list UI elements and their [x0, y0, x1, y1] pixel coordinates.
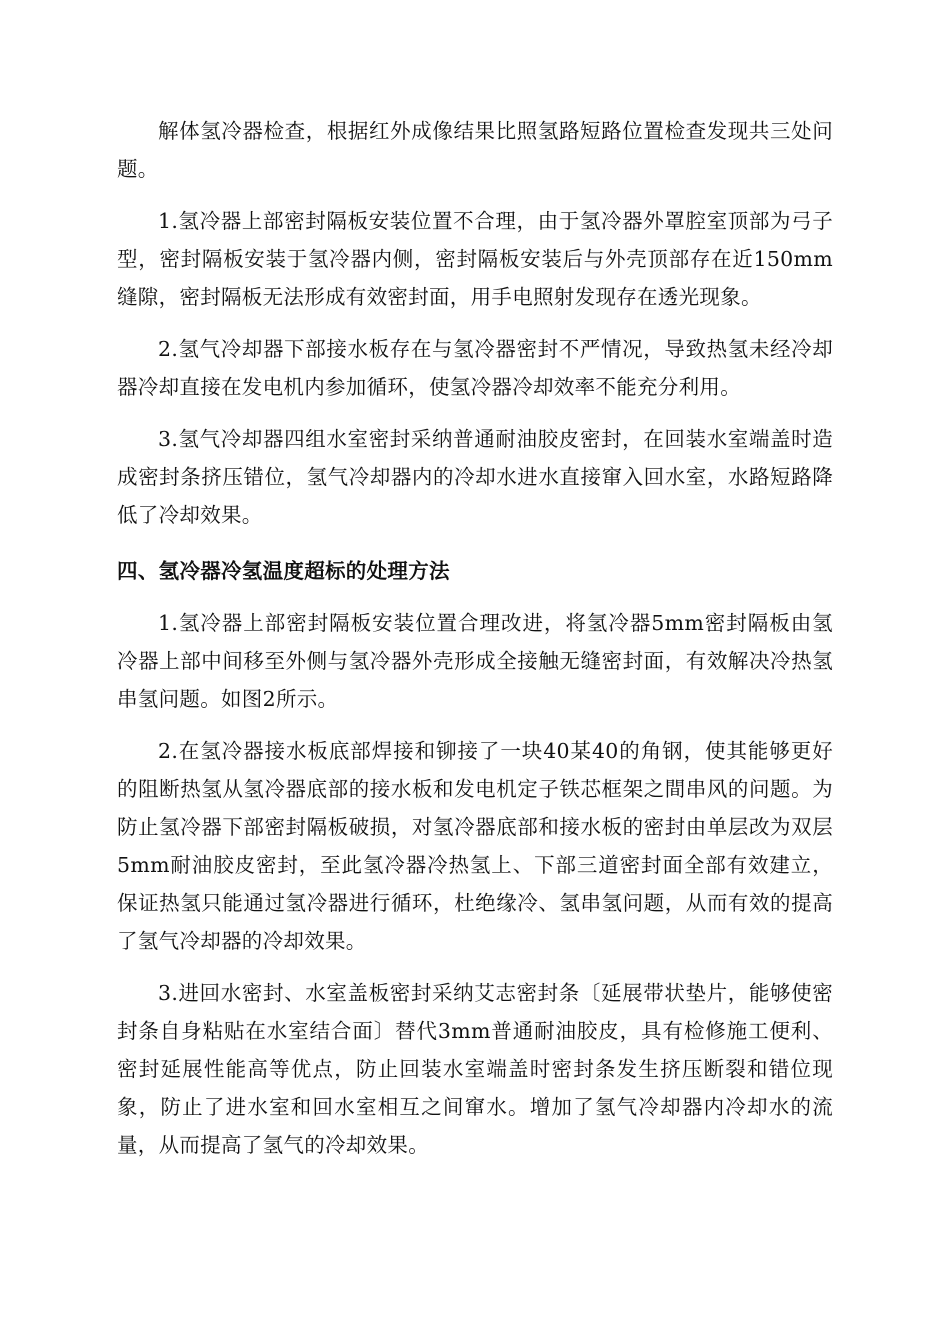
paragraph-method-1: 1.氢冷器上部密封隔板安装位置合理改进，将氢冷器5mm密封隔板由氢冷器上部中间移至外侧与氢冷器外壳形成全接触无缝密封面，有效解决冷热氢串氢问题。如图2所示。: [117, 611, 833, 711]
section-heading: 四、氢冷器冷氢温度超标的处理方法: [117, 559, 450, 583]
paragraph-method-3: 3.进回水密封、水室盖板密封采纳艾志密封条〔延展带状垫片，能够使密封条自身粘贴在水室结合面〕替代3mm普通耐油胶皮，具有检修施工便利、密封延展性能高等优点，防止回装水室端盖时密封条发生挤压断裂和错位现象，防止了进水室和回水室相互之间窜水。增加了氢气冷却器内冷却水的流量，从而提高了氢气的冷却效果。: [117, 981, 833, 1157]
paragraph-problem-1: 1.氢冷器上部密封隔板安装位置不合理，由于氢冷器外罩腔室顶部为弓子型，密封隔板安装于氢冷器内侧，密封隔板安装后与外壳顶部存在近150mm缝隙，密封隔板无法形成有效密封面，用手电照射发现存在透光现象。: [117, 209, 833, 309]
paragraph-intro: 解体氢冷器检查，根据红外成像结果比照氢路短路位置检查发现共三处问题。: [117, 119, 833, 181]
paragraph-method-2: 2.在氢冷器接水板底部焊接和铆接了一块40某40的角钢，使其能够更好的阻断热氢从氢冷器底部的接水板和发电机定子铁芯框架之間串风的问题。为防止氢冷器下部密封隔板破损，对氢冷器底部和接水板的密封由单层改为双层5mm耐油胶皮密封，至此氢冷器冷热氢上、下部三道密封面全部有效建立，保证热氢只能通过氢冷器进行循环，杜绝缘冷、氢串氢问题，从而有效的提高了氢气冷却器的冷却效果。: [117, 739, 833, 953]
paragraph-problem-3: 3.氢气冷却器四组水室密封采纳普通耐油胶皮密封，在回装水室端盖时造成密封条挤压错位，氢气冷却器内的冷却水进水直接窜入回水室，水路短路降低了冷却效果。: [117, 427, 833, 527]
document-page: [117, 112, 833, 1164]
paragraph-problem-2: 2.氢气冷却器下部接水板存在与氢冷器密封不严情况，导致热氢未经冷却器冷却直接在发电机内参加循环，使氢冷器冷却效率不能充分利用。: [117, 337, 833, 399]
